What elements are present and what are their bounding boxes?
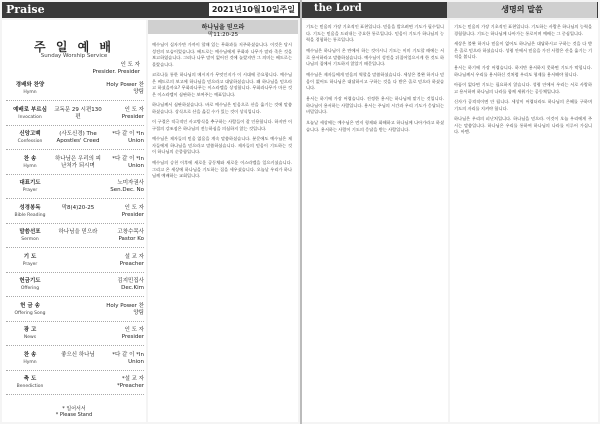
stand-footnote: * 일어서서 * Please Stand xyxy=(55,406,93,418)
order-row xyxy=(6,374,144,395)
sermon-paragraph: 예수님의 승천 이후에 새로운 공동체와 새로운 이스라엘을 일으키셨습니다. 그리고 온 세상에 하나님을 기도하는 집을 세우셨습니다. 오늘날 우리가 하나님께 예배하는 교회입니다. xyxy=(152,160,292,179)
order-item-leader: *다 같 이 *In Union xyxy=(112,131,144,144)
order-item-name: 헌 금 송 Offering Song xyxy=(14,302,46,316)
sermon-paragraph: 예수님은 제자들에게 믿음의 역할을 말씀하셨습니다. 세상은 불완 하거나 믿음이 없어도 하나님은 대답하시고 구하는 것을 다 받은 줄로 믿으라 하셨습니다. xyxy=(306,72,444,91)
sermon-reference: 막11:20-25 xyxy=(207,32,239,38)
sermon-paragraph: 신자가 공격적이면 안 됩니다. 세상이 어렵더라도 하나님의 은혜를 구하며 기도의 자리를 지켜야 합니다. xyxy=(454,99,592,111)
section-title: 생명의 말씀 xyxy=(447,2,597,18)
order-row xyxy=(6,203,144,224)
sermon-paragraph: 세상은 불완 하거나 믿음이 없어도 하나님은 대답하시고 구하는 것을 다 받은 줄로 믿으라 하셨습니다. 성령 안에서 믿음을 가진 사람은 산을 옮기는 기적을 봅니다. xyxy=(454,41,592,60)
sermon-paragraph: 용서는 하기에 가장 어렵습니다. 하지만 용서하지 못하면 기도가 막힙니다. 하나님께서 우리를 용서하신 것처럼 우리도 형제를 용서해야 합니다. xyxy=(454,65,592,77)
order-row xyxy=(6,252,144,273)
sermon-paragraph: 하나님은 우리의 피난처입니다. 하나님을 믿으라. 이것이 오늘 우리에게 주시는 말씀입니다. 하나님은 우리를 통하여 하나님의 나라를 이루어 가십니다. 아멘. xyxy=(454,116,592,135)
order-item-leader: 인 도 자 Presider xyxy=(121,327,144,340)
order-item-name: 경배와 찬양 Hymn xyxy=(15,82,45,95)
order-item-detail: 하나님을 믿으라 xyxy=(58,229,98,235)
left-header-bar xyxy=(2,2,300,18)
service-date: 2021년10월10일주일 xyxy=(209,3,298,16)
order-item-leader: 설 교 자 Preacher xyxy=(119,253,144,267)
order-item-detail: 막8(4)20-25 xyxy=(61,204,95,211)
sermon-paragraph: 기도는 믿음의 가장 기초적인 표현입니다. 기도하는 사람은 하나님의 능력을 경험합니다. 기도는 하나님께 나아가는 통로이며 예배는 그 중심입니다. xyxy=(454,24,592,36)
sermon-column-2 xyxy=(302,20,448,422)
order-item-leader: 인 도 자 Presider xyxy=(121,204,144,218)
order-item-detail: 좋으신 하나님 xyxy=(61,351,95,358)
order-row xyxy=(6,350,144,371)
order-item-leader: 고창수목사 Pastor Ko xyxy=(117,229,144,242)
sermon-paragraph: 아픔이 없다면 기도는 필요하지 않습니다. 성령 안에서 우리는 서로 사랑하고 용서하며 하나님의 나라를 함께 세워가는 공동체입니다. xyxy=(454,82,592,94)
order-row xyxy=(6,301,144,322)
sermon-column-3 xyxy=(450,20,598,422)
order-item-leader: 김지민집사 Dec.Kim xyxy=(117,278,144,291)
sermon-paragraph: 하나님께서 심판하셨습니다. 바로 예수님은 믿음으로 산을 옮기는 것에 말씀하셨습니다. 상식으로 산을 옮길 수가 있는 것이 상식입니다. xyxy=(152,102,292,114)
sermon-paragraph: 예수님은 하나님이 온 만에서 하는 것이시니 기도는 이미 기도할 때에는 서로 용서하라고 말씀하셨습니다. 예수님이 성전을 뒤집어엎으시게 한 것도 하나님의 집에서 기도하지 않았기 때문입니다. xyxy=(306,48,444,67)
order-item-leader: Holy Power 찬양팀 xyxy=(106,302,144,316)
right-header-bar xyxy=(302,2,598,18)
worship-subtitle: Sunday Worship Service xyxy=(40,53,108,59)
order-item-detail: 교독문 29 시편130편 xyxy=(54,106,102,120)
sermon-paragraph: 예수님은 제자들의 믿음 없음을 계속 말씀하셨습니다. 분문에도 예수님은 제자들에게 하나님을 믿으라고 말씀하셨습니다. 제자들의 믿음이 기도하는 것이 하나님의 순종함입니다. xyxy=(152,136,292,155)
order-item-name: 예배로 부르심 Invocation xyxy=(13,106,47,120)
order-item-name: 찬 송 Hymn xyxy=(23,155,37,169)
order-item-name: 헌금기도 Offering xyxy=(19,278,41,291)
order-item-leader: *설 교 자 *Preacher xyxy=(116,376,144,389)
order-item-leader: 인 도 자 Presider xyxy=(121,106,144,120)
order-of-worship xyxy=(2,20,146,422)
order-row xyxy=(6,154,144,175)
order-item-name: 대표기도 Prayer xyxy=(19,180,41,193)
the-lord-title: the Lord xyxy=(314,3,362,14)
order-row xyxy=(6,105,144,126)
sermon-paragraph: 이 구절은 적극적인 사고방식을 추구하는 사람들이 잘 인용합니다. 하지만 이 구절의 강조점은 하나님의 전능하심을 의심하지 않는 것입니다. xyxy=(152,119,292,131)
sermon-title: 하나님을 믿으라 xyxy=(201,24,245,31)
sermon-paragraph: 용서는 하기에 가장 어렵습니다. 진정한 용서는 하나님께 맡기는 것입니다. 하나님이 용서하는 사람입니다. 용서는 주님의 시간과 우리 기도가 응답되는 비밀입니다. xyxy=(306,96,444,115)
order-item-leader: 노미자권사 Sen.Dec. No xyxy=(110,180,144,193)
order-row xyxy=(6,80,144,101)
praise-title: Praise xyxy=(6,3,45,16)
order-row xyxy=(6,129,144,150)
sermon-paragraph: 기도는 믿음의 가장 기초적인 표현입니다. 믿음을 발으려면 기도가 필수입니다. 기도는 믿음을 드러내는 중요한 통로입니다. 믿음이 기도가 하나님의 능력을 경험하는 통로입니다. xyxy=(306,24,444,43)
order-item-name: 광 고 News xyxy=(23,327,37,340)
order-item-leader: *다 같 이 *In Union xyxy=(112,351,144,365)
order-item-detail: (사도신경) The Apostles' Creed xyxy=(56,131,100,144)
order-item-leader: Holy Power 찬양팀 xyxy=(106,82,144,95)
order-item-name: 성경봉독 Bible Reading xyxy=(14,204,46,218)
order-item-name: 신앙고백 Confession xyxy=(17,131,43,144)
order-item-leader: *다 같 이 *In Union xyxy=(112,155,144,169)
order-item-name: 축 도 Benediction xyxy=(16,376,44,389)
sermon-paragraph: 오늘날 세상에는 예수님은 먼저 형제와 화해하고 하나님께 나아가라고 하셨습니다. 용서하는 사람이 기도의 응답을 받는 사람입니다. xyxy=(306,120,444,132)
order-item-detail: 하나님은 우리의 피난처가 되시며 xyxy=(54,155,101,169)
sermon-paragraph: 코로나를 통한 하나님의 메시지가 무엇인지가 이 시대에 중요합니다. 예수님은 베드로의 보고에 하나님을 믿으라고 대답하셨습니다. 왜 하나님을 믿으라고 하셨을까요? 무화과나무는 이스라엘을 상징합니다. 무화과나무가 마른 것은 이스라엘이 심판하는 보여주는 예표입니다. xyxy=(152,72,292,97)
order-row xyxy=(6,227,144,248)
sermon-paragraph: 예수님이 십자가만 가까이 할때 있는 무화과를 저주하셨습니다. 이것은 당시 성전의 모습이었습니다. 베드로는 예수님에게 무화과 나무가 말라 죽은 것을 보고하였습니다. 그러나 나무 말이 없어진 것에 놀랐지만 그 의미는 베드로는 몰랐습니다. xyxy=(152,42,292,67)
sermon-column-1 xyxy=(148,20,298,422)
order-row xyxy=(6,178,144,199)
order-item-name: 말씀선포 Sermon xyxy=(19,229,41,242)
order-item-name: 기 도 Prayer xyxy=(22,253,38,267)
leader-label: 인 도 자 Presider. Presider xyxy=(92,62,140,75)
order-row xyxy=(6,276,144,297)
order-item-name: 찬 송 Hymn xyxy=(23,351,37,365)
worship-title: 주 일 예 배 xyxy=(34,40,114,54)
order-row xyxy=(6,325,144,346)
